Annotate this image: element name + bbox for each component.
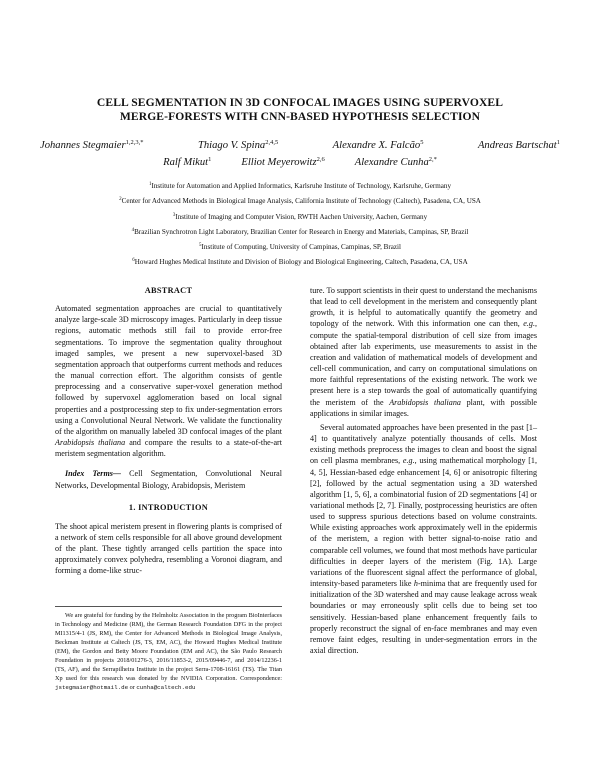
body-paragraph: ture. To support scientists in their quest to understand the mechanisms that lead to cell development in the meristem and consequently plant growth, it is helpful to automatically quantify the geometry and topology of the network. With this information one can then, e.g., compute the spatial-temporal distribution of cell size from images obtained after lab experiments, use measurements to assist in the creation and validation of mathematical models of development and cell-cell communication, and carry on computational simulations on more faithful representations of the existing network. The work we present here is a step towards the goal of automatically quantifying the meristem of the Arabidopsis thaliana plant, with possible applications in similar images. [310,286,537,418]
email-link[interactable]: cunha@caltech.edu [136,684,196,692]
affiliation: $^5$Institute of Computing, University of Campinas, Campinas, SP, Brazil [199,243,401,252]
title-line-1: CELL SEGMENTATION IN 3D CONFOCAL IMAGES USING SUPERVOXEL [96,96,504,109]
footnote-rule [55,606,282,607]
affiliation: $^4$Brazilian Synchrotron Light Laboratory, Brazilian Center for Research in Energy and Materials, Campinas, SP, Brazil [131,227,469,236]
footnote: We are grateful for funding by the Helmholtz Association in the program BioInterfaces in Technology and Medicine (RM), the German Research Foundation DFG in the project MI1315/4-1 (JS, RM), the Center for Advanced Methods in Biological Image Analysis, Beckman Institute at Caltech (JS, TS, EM, AC), the Howard Hughes Medical Institute (EM), the Gordon and Betty Moore Foundation (EM and AC), the São Paulo Research Foundation in projects 2018/01276-3, 2016/11853-2, 2015/09446-7, and 2014/12236-1 (TS, AF), and the Serrapilheira Institute in the project Serra-1708-16161 (TS). The Titan Xp used for this research was donated by the NVIDIA Corporation. Correspondence: jstegmaier@hotmail.de or cunha@caltech.edu [55,606,282,692]
author: Alexandre Cunha$^{2,*}$ [354,156,437,168]
intro-text: The shoot apical meristem present in flowering plants is comprised of a network of stem cells responsible for all above ground development of the plant. These tightly arranged cells partition the space into approximately convex polyhedra, resembling a Voronoi diagram, and forming a dome-like struc- [55,521,282,576]
abstract-heading: ABSTRACT [144,286,193,295]
affiliation: $^1$Institute for Automation and Applied Informatics, Karlsruhe Institute of Technology, Karlsruhe, Germany [148,182,452,190]
abstract-text: Automated segmentation approaches are crucial to quantitatively analyze large-scale 3D microscopy images. Particularly in deep tissue regions, automatic methods still fail to provide error-free segmentations. To improve the segmentation quality throughout imaged samples, we present a new supervoxel-based 3D segmentation approach that outperforms current methods and reduces the manual correction effort. The algorithm consists of gentle preprocessing and a conservative super-voxel generation method followed by supervoxel agglomeration based on local signal properties and a postprocessing step to fix under-segmentation errors using a Convolutional Neural Network. We validate the functionality of the algorithm on manually labeled 3D confocal images of the plant Arabidopsis thaliana and compare the results to a state-of-the-art meristem segmentation algorithm. [55,304,282,459]
paper-title [60,96,540,124]
affiliation-list [40,178,560,270]
author-list [40,136,560,170]
title-line-2: MERGE-FORESTS WITH CNN-BASED HYPOTHESIS SELECTION [119,110,481,123]
author: Andreas Bartschat$^1$ [477,139,560,151]
intro-heading: 1. INTRODUCTION [128,502,209,512]
right-column [310,285,537,656]
affiliation: $^2$Center for Advanced Methods in Biological Image Analysis, California Institute of Technology (Caltech), Pasadena, CA, USA [119,197,481,206]
author: Johannes Stegmaier$^{1,2,3,*}$ [40,139,144,151]
author: Elliot Meyerowitz$^{2,6}$ [241,156,325,168]
email-link[interactable]: jstegmaier@hotmail.de [55,684,129,692]
body-paragraph: Several automated approaches have been presented in the past [1–4] to quantitatively analyze potentially thousands of cells. Most existing methods preprocess the images to clean and boost the signal on cell plasma membranes, e.g., using mathematical morphology [1, 4, 5], Hessian-based edge enhancement [4, 6] or anisotropic filtering [2], followed by the actual segmentation using a 3D watershed algorithm [1, 5, 6], a combinatorial fusion of 2D segmentations [4] or variational methods [2, 7]. Finally, postprocessing heuristics are often used to suppress spurious detections based on volume constraints. While existing approaches work approximately well in the epidermis of the meristem, a region with better signal-to-noise ratio and comparable cell volumes, we found that most methods have particular difficulties in deeper layers of the meristem (Fig. 1A). Large variations of the fluorescent signal affect the performance of global, intensity-based parameters like h-minima that are frequently used for initialization of the 3D watershed and may cause leakage across weak boundaries or may erroneously split cells due to being set too sensitively. Hessian-based plane enhancement frequently fails to properly reconstruct the signal of en-face membranes and may even remove faint edges, resulting in under-segmentation errors in the axial direction. [310,422,538,655]
author: Thiago V. Spina$^{2,4,5}$ [197,139,279,151]
author: Alexandre X. Falcão$^5$ [332,139,424,151]
left-column [55,285,282,577]
author: Ralf Mikut$^1$ [163,156,212,168]
affiliation: $^3$Institute of Imaging and Computer Vision, RWTH Aachen University, Aachen, Germany [172,212,428,221]
affiliation: $^6$Howard Hughes Medical Institute and Division of Biology and Biological Engineering, Caltech, Pasadena, CA, USA [132,258,468,267]
index-terms: Index Terms— Cell Segmentation, Convolutional Neural Networks, Developmental Biology, Arabidopsis, Meristem [55,469,282,490]
